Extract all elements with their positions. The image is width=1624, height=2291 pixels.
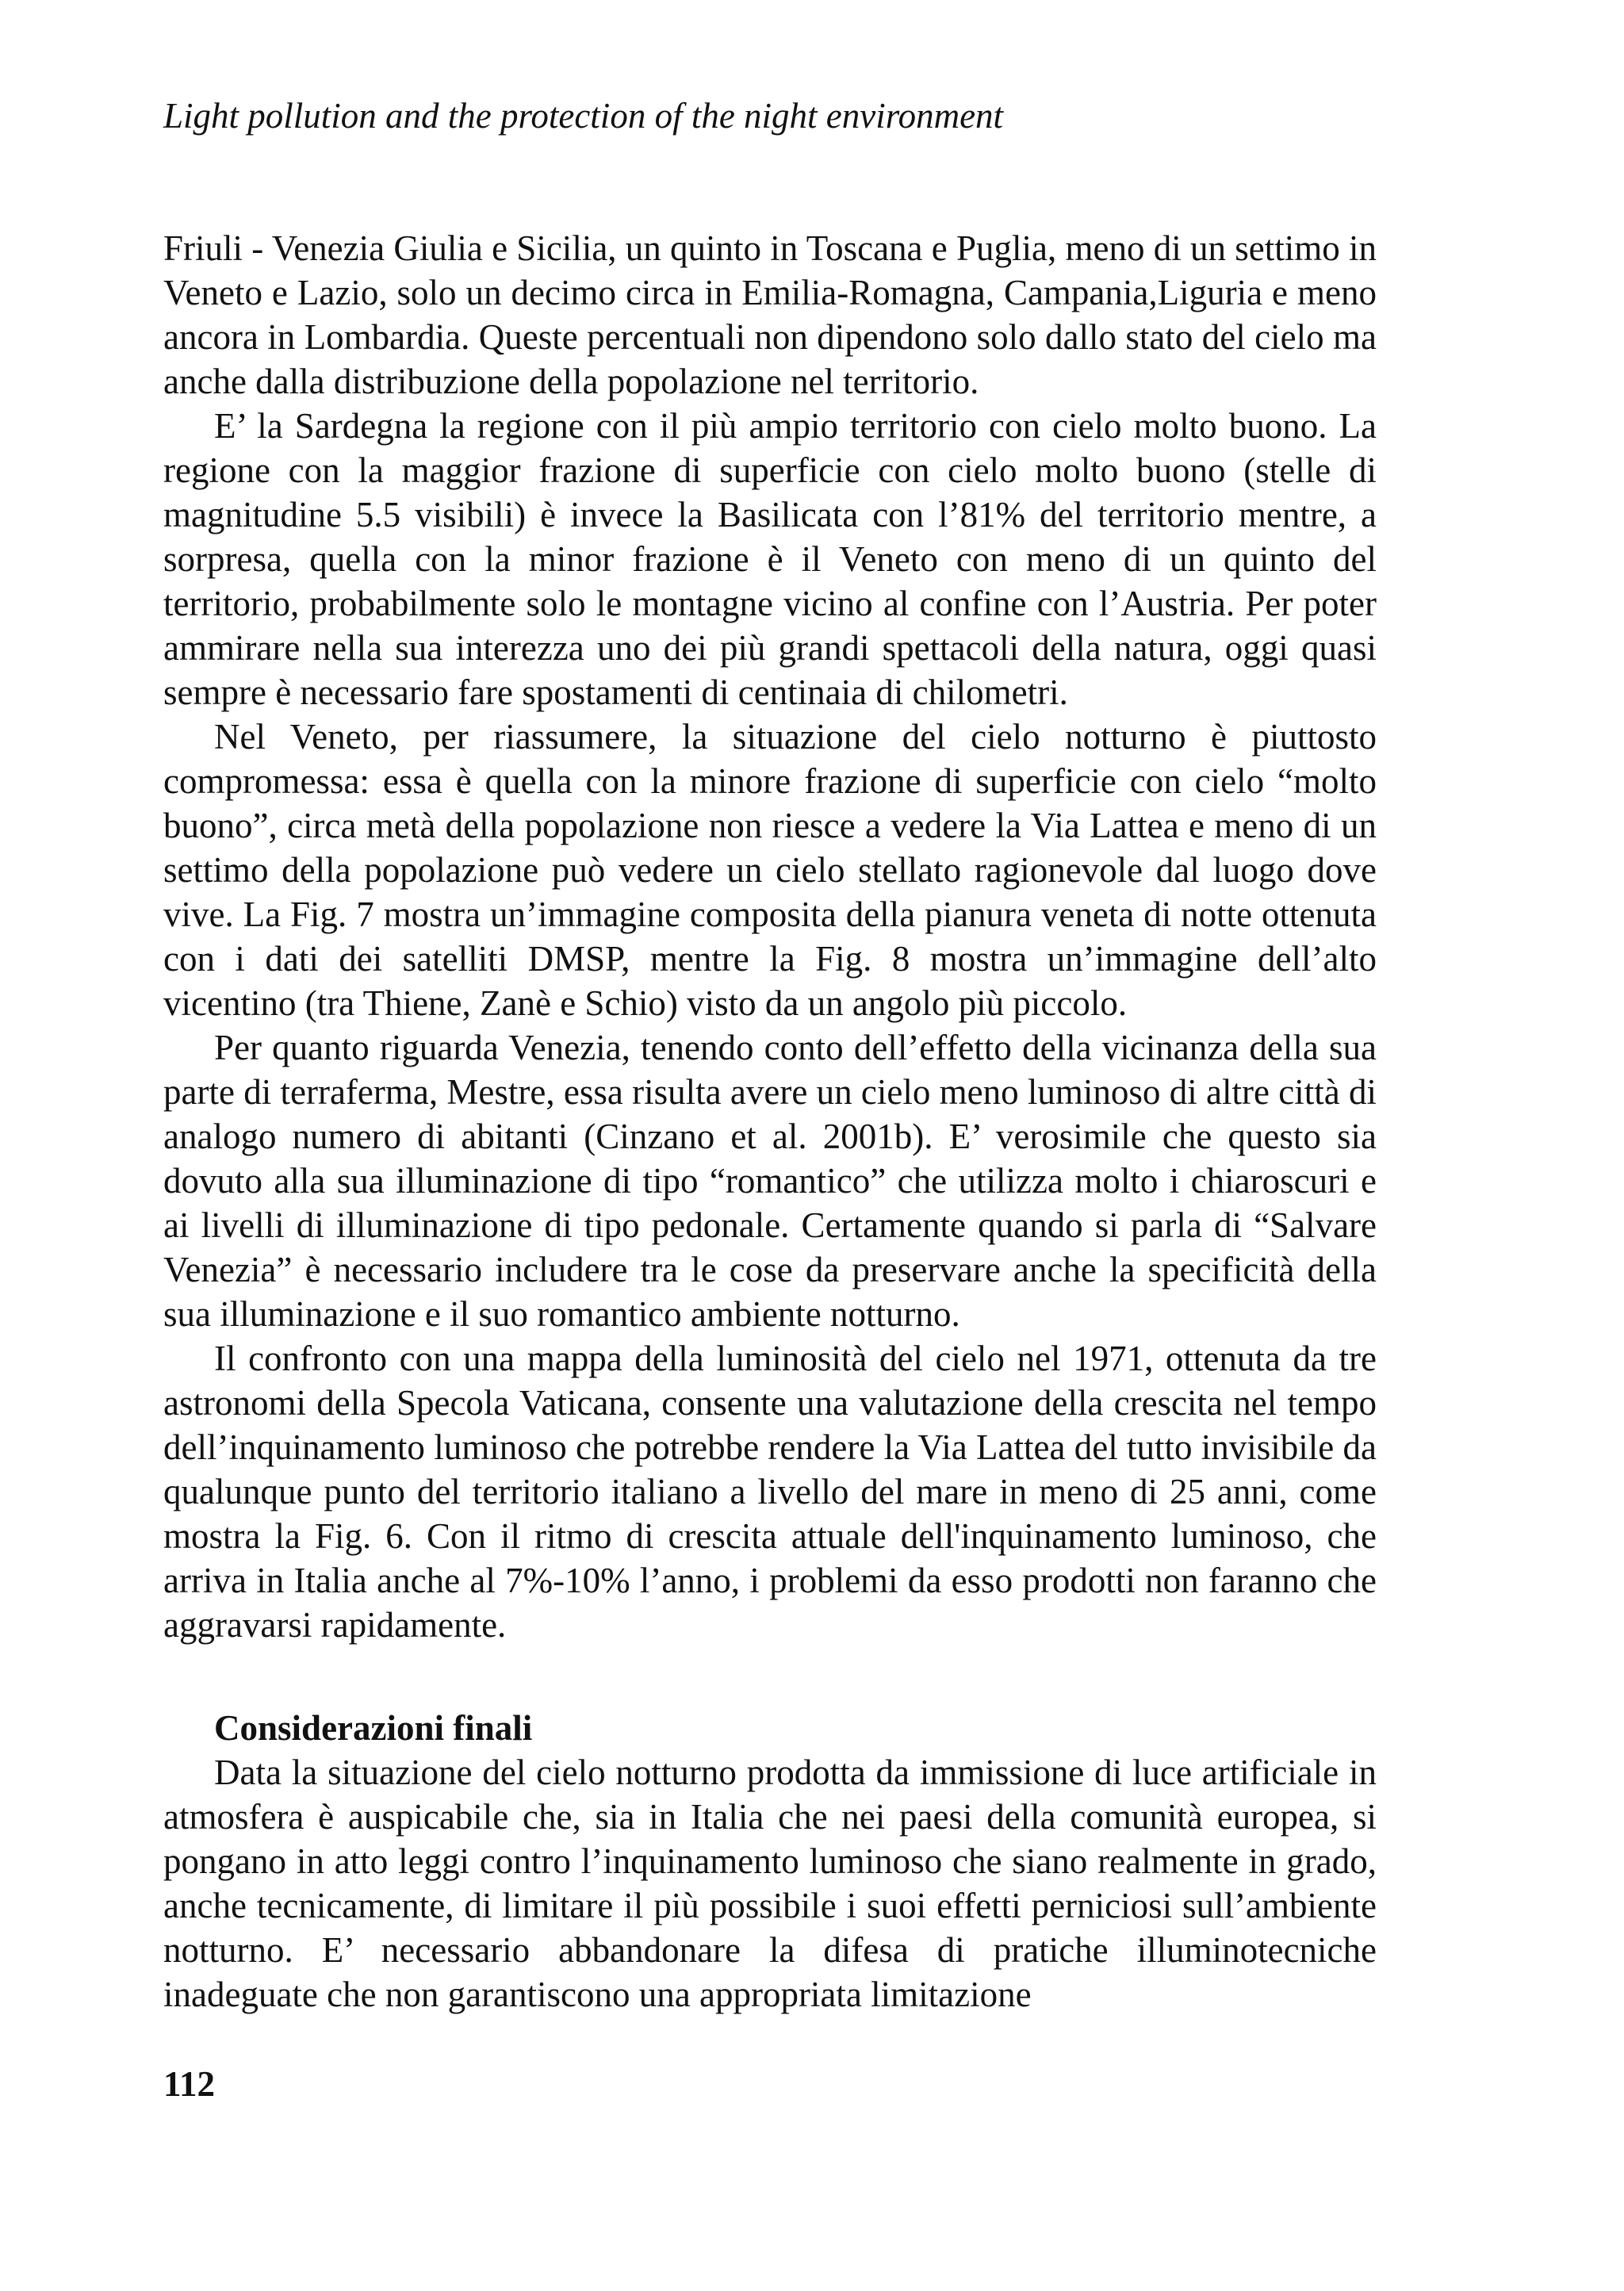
running-head: Light pollution and the protection of the night environment — [163, 96, 1004, 136]
paragraph: E’ la Sardegna la regione con il più ampio territorio con cielo molto buono. La regione con la maggior frazione di superficie con cielo molto buono (stelle di magnitudine 5.5 visibili) è invece la Basilicata con l’81% del territorio mentre, a sorpresa, quella con la minor frazione è il Veneto con meno di un quinto del territorio, probabilmente solo le montagne vicino al confine con l’Austria. Per poter ammirare nella sua interezza uno dei più grandi spettacoli della natura, oggi quasi sempre è necessario fare spostamenti di centinaia di chilometri. — [163, 406, 1377, 712]
section-heading: Considerazioni finali — [214, 1708, 533, 1748]
paragraph-continued: Friuli - Venezia Giulia e Sicilia, un quinto in Toscana e Puglia, meno di un settimo in Veneto e Lazio, solo un decimo circa in Emilia-Romagna, Campania,Liguria e meno ancora in Lombardia. Queste percentuali non dipendono solo dallo stato del cielo ma anche dalla distribuzione della popolazione nel territorio. — [163, 228, 1377, 401]
page-number: 112 — [163, 2064, 216, 2104]
paragraph: Nel Veneto, per riassumere, la situazione del cielo notturno è piuttosto compromessa: essa è quella con la minore frazione di superficie con cielo “molto buono”, circa metà della popolazione non riesce a vedere la Via Lattea e meno di un settimo della popolazione può vedere un cielo stellato ragionevole dal luogo dove vive. La Fig. 7 mostra un’immagine composita della pianura veneta di notte ottenuta con i dati dei satelliti DMSP, mentre la Fig. 8 mostra un’immagine dell’alto vicentino (tra Thiene, Zanè e Schio) visto da un angolo più piccolo. — [163, 717, 1377, 1023]
paragraph: Per quanto riguarda Venezia, tenendo conto dell’effetto della vicinanza della sua parte di terraferma, Mestre, essa risulta avere un cielo meno luminoso di altre città di analogo numero di abitanti (Cinzano et al. 2001b). E’ verosimile che questo sia dovuto alla sua illuminazione di tipo “romantico” che utilizza molto i chiaroscuri e ai livelli di illuminazione di tipo pedonale. Certamente quando si parla di “Salvare Venezia” è necessario includere tra le cose da preservare anche la specificità della sua illuminazione e il suo romantico ambiente notturno. — [163, 1028, 1377, 1334]
paragraph: Il confronto con una mappa della luminosità del cielo nel 1971, ottenuta da tre astronomi della Specola Vaticana, consente una valutazione della crescita nel tempo dell’inquinamento luminoso che potrebbe rendere la Via Lattea del tutto invisibile da qualunque punto del territorio italiano a livello del mare in meno di 25 anni, come mostra la Fig. 6. Con il ritmo di crescita attuale dell'inquinamento luminoso, che arriva in Italia anche al 7%-10% l’anno, i problemi da esso prodotti non faranno che aggravarsi rapidamente. — [163, 1339, 1377, 1645]
section-paragraph: Data la situazione del cielo notturno prodotta da immissione di luce artificiale in atmosfera è auspicabile che, sia in Italia che nei paesi della comunità europea, si pongano in atto leggi contro l’inquinamento luminoso che siano realmente in grado, anche tecnicamente, di limitare il più possibile i suoi effetti perniciosi sull’ambiente notturno. E’ necessario abbandonare la difesa di pratiche illuminotecniche inadeguate che non garantiscono una appropriata limitazione — [163, 1753, 1377, 2014]
body-text — [163, 226, 1377, 2017]
